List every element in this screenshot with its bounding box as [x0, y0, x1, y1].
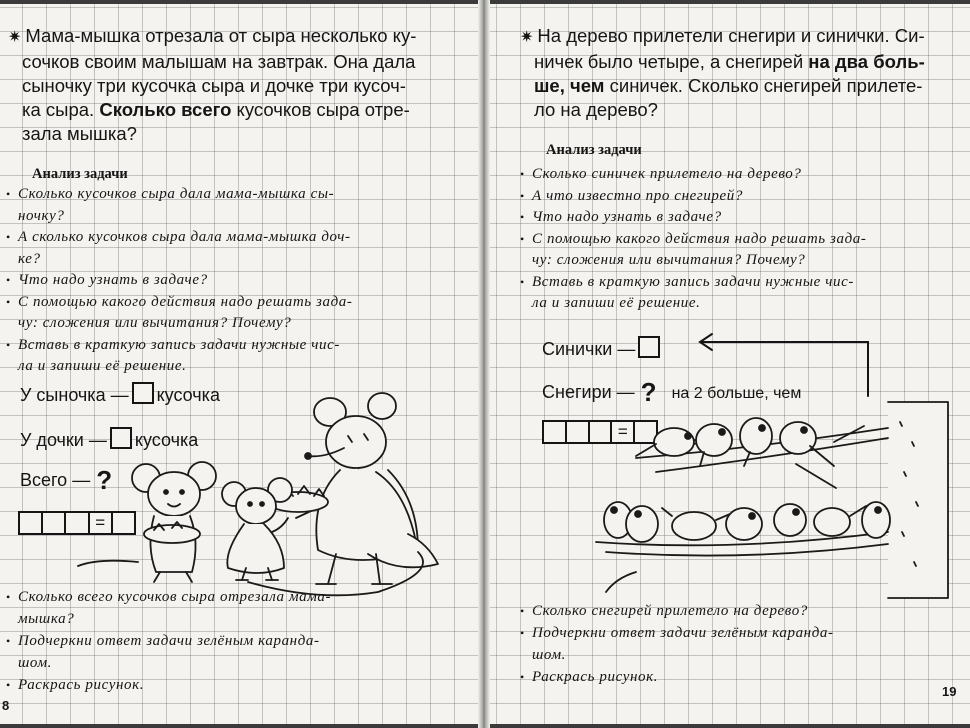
list-item: • Сколько всего кусочков сыра отрезала мама- мышка?: [6, 586, 446, 630]
list-item: • А сколько кусочков сыра дала мама-мышка доч- ке?: [6, 227, 444, 270]
list-item: • Что надо узнать в задаче?: [520, 207, 960, 229]
left-analysis-title: Анализ задачи: [32, 166, 128, 182]
answer-cell: [567, 422, 590, 442]
list-item: • Раскрась рисунок.: [6, 674, 446, 696]
answer-cell: [20, 513, 43, 533]
list-item: • Сколько снегирей прилетело на дерево?: [520, 600, 960, 622]
left-page: [0, 4, 482, 724]
answer-cell: [43, 513, 66, 533]
right-page: [486, 4, 970, 724]
son-record: У сыночка — кусочка: [20, 382, 220, 407]
star-icon: ✷: [8, 29, 22, 46]
star-icon: ✷: [520, 29, 534, 46]
list-item: • Подчеркни ответ задачи зелёным каранда- шом.: [6, 630, 446, 674]
list-item: • А что известно про снегирей?: [520, 186, 960, 208]
question-mark: ?: [96, 465, 113, 495]
mice-illustration: [76, 384, 446, 594]
book-gutter: [478, 0, 490, 728]
equals-sign: =: [90, 513, 113, 533]
list-item: • Вставь в краткую запись задачи нужные чис- ла и запиши её решение.: [520, 272, 960, 315]
right-problem-text: ✷ На дерево прилетели снегири и синички. Си- ничек было четыре, а снегирей на два боль- ше, чем синичек. Сколько снегирей прилете- ло на дерево?: [520, 25, 925, 120]
list-item: • Раскрась рисунок.: [520, 666, 960, 688]
question-mark: ?: [640, 377, 657, 407]
daughter-record: У дочки — кусочка: [20, 427, 198, 452]
right-analysis-title: Анализ задачи: [546, 142, 642, 158]
list-item: • С помощью какого действия надо решать зада- чу: сложения или вычитания? Почему?: [520, 229, 960, 272]
page-number: 8: [2, 698, 10, 713]
comparison-label: на 2 больше, чем: [671, 385, 802, 402]
left-task-list: [6, 586, 446, 696]
page-number: 19: [942, 684, 957, 699]
total-record: Всего — ?: [20, 465, 113, 495]
birds-on-branches-illustration: [596, 402, 958, 602]
right-task-list: [520, 600, 960, 688]
bullfinch-record: Снегири — ? на 2 больше, чем: [542, 377, 802, 407]
left-analysis-questions: [6, 184, 444, 378]
list-item: • Сколько кусочков сыра дала мама-мышка сы- ночку?: [6, 184, 444, 227]
list-item: • Вставь в краткую запись задачи нужные чис- ла и запиши её решение.: [6, 335, 444, 378]
answer-cell: [544, 422, 567, 442]
list-item: • Подчеркни ответ задачи зелёным каранда- шом.: [520, 622, 960, 666]
list-item: • Сколько синичек прилетело на дерево?: [520, 164, 960, 186]
list-item: • Что надо узнать в задаче?: [6, 270, 444, 292]
tits-record: Синички —: [542, 336, 663, 361]
left-problem-text: ✷ Мама-мышка отрезала от сыра несколько ку- сочков своим малышам на завтрак. Она дала сыночку три кусочка сыра и дочке три кусоч- ка сыра. Сколько всего кусочков сыра отре- зала мышка?: [8, 25, 417, 144]
equals-sign: =: [612, 422, 635, 442]
list-item: • С помощью какого действия надо решать зада- чу: сложения или вычитания? Почему?: [6, 292, 444, 335]
